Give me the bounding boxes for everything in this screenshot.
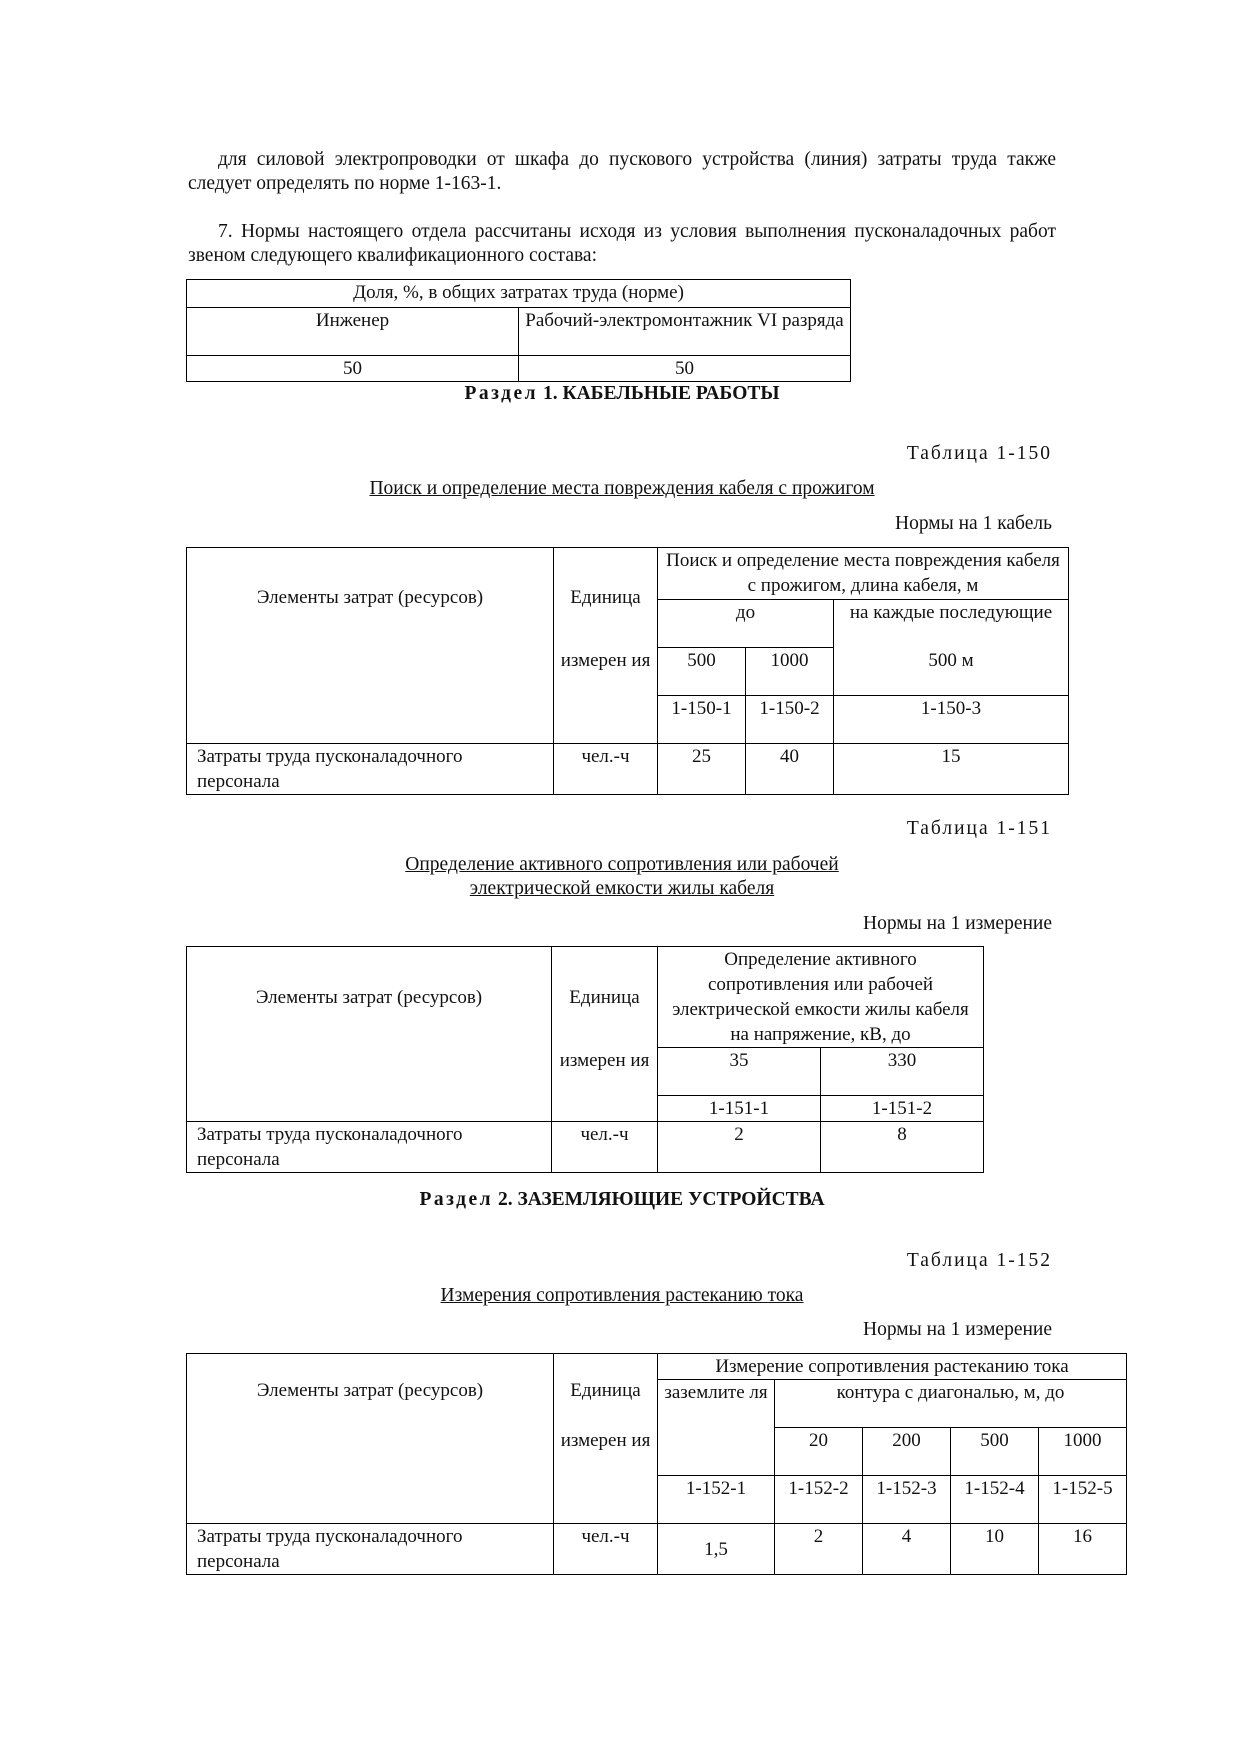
table-152-number: Таблица 1-152	[906, 1250, 1052, 1271]
table-152-row-label: Затраты труда пусконаладочного персонала	[187, 1524, 554, 1575]
table-150-elements-blank-2	[187, 696, 554, 744]
table-152-value-5: 16	[1039, 1524, 1127, 1575]
table-152-code-5: 1-152-5	[1039, 1476, 1127, 1524]
table-152-col-500: 500	[951, 1428, 1039, 1476]
table-151-code-2: 1-151-2	[821, 1096, 984, 1122]
section-1-title: 1. КАБЕЛЬНЫЕ РАБОТЫ	[542, 383, 780, 404]
qualification-col-engineer: Инженер	[187, 308, 519, 356]
table-150-each-header: на каждые последующие	[834, 600, 1069, 648]
table-151-value-2: 8	[821, 1122, 984, 1173]
table-151-value-1: 2	[658, 1122, 821, 1173]
section-2-prefix: Раздел	[419, 1189, 494, 1210]
table-150-do-header: до	[658, 600, 834, 648]
table-152-value-4: 10	[951, 1524, 1039, 1575]
table-151-elements-header: Элементы затрат (ресурсов)	[187, 947, 552, 1048]
table-152-col-200: 200	[863, 1428, 951, 1476]
table-151-norms: Нормы на 1 измерение	[863, 913, 1052, 934]
table-150-code-3: 1-150-3	[834, 696, 1069, 744]
table-150-title: Поиск и определение места повреждения кабеля с прожигом	[369, 478, 875, 499]
table-150-group-header: Поиск и определение места повреждения кабеля с прожигом, длина кабеля, м	[658, 548, 1069, 600]
table-151-row-unit: чел.-ч	[552, 1122, 658, 1173]
table-150-unit-blank	[554, 696, 658, 744]
intro-paragraph-2: 7. Нормы настоящего отдела рассчитаны исходя из условия выполнения пусконаладочных работ звеном следующего квалификационного состава:	[188, 221, 1056, 267]
table-150-elements-header: Элементы затрат (ресурсов)	[187, 548, 554, 648]
table-152-value-3: 4	[863, 1524, 951, 1575]
table-150-each-value: 500 м	[834, 648, 1069, 696]
qualification-header: Доля, %, в общих затратах труда (норме)	[187, 280, 851, 308]
table-150-value-3: 15	[834, 744, 1069, 795]
section-1-prefix: Раздел	[464, 383, 539, 404]
table-151-title-line-1: Определение активного сопротивления или рабочей	[405, 854, 839, 875]
table-150-number: Таблица 1-150	[906, 443, 1052, 464]
table-152-value-2: 2	[775, 1524, 863, 1575]
table-152-unit-header: Единица	[554, 1354, 658, 1428]
table-150-col-1000: 1000	[746, 648, 834, 696]
table-150-row-label: Затраты труда пусконаладочного персонала	[187, 744, 554, 795]
table-152-col-20: 20	[775, 1428, 863, 1476]
qualification-value-worker: 50	[519, 356, 851, 382]
table-152-elements-blank	[187, 1428, 554, 1476]
table-150-row-unit: чел.-ч	[554, 744, 658, 795]
table-152-title: Измерения сопротивления растеканию тока	[440, 1285, 804, 1306]
table-150-unit-header: Единица	[554, 548, 658, 648]
table-150-elements-blank	[187, 648, 554, 696]
table-152-code-3: 1-152-3	[863, 1476, 951, 1524]
table-150-col-500: 500	[658, 648, 746, 696]
table-151	[186, 946, 984, 1173]
table-150-code-2: 1-150-2	[746, 696, 834, 744]
table-150-value-2: 40	[746, 744, 834, 795]
table-150	[186, 547, 1069, 795]
table-151-title-line-2: электрической емкости жилы кабеля	[469, 878, 775, 899]
table-152-code-1: 1-152-1	[658, 1476, 775, 1524]
table-151-col-35: 35	[658, 1048, 821, 1096]
table-152-elements-header: Элементы затрат (ресурсов)	[187, 1354, 554, 1428]
table-151-elements-blank	[187, 1048, 552, 1096]
table-152-unit-blank	[554, 1476, 658, 1524]
intro-paragraph-1: для силовой электропроводки от шкафа до пускового устройства (линия) затраты труда также следует определять по норме 1-163-1.	[188, 149, 1056, 195]
table-150-value-1: 25	[658, 744, 746, 795]
table-152-code-2: 1-152-2	[775, 1476, 863, 1524]
table-150-norms: Нормы на 1 кабель	[895, 513, 1052, 534]
table-151-col-330: 330	[821, 1048, 984, 1096]
table-152-value-1: 1,5	[658, 1524, 775, 1575]
table-152-col-1000: 1000	[1039, 1428, 1127, 1476]
table-152-code-4: 1-152-4	[951, 1476, 1039, 1524]
qualification-col-worker: Рабочий-электромонтажник VI разряда	[519, 308, 851, 356]
table-152-row-unit: чел.-ч	[554, 1524, 658, 1575]
qualification-table	[186, 279, 851, 382]
table-151-unit-header: Единица	[552, 947, 658, 1048]
section-2-title: 2. ЗАЗЕМЛЯЮЩИЕ УСТРОЙСТВА	[497, 1189, 825, 1210]
table-151-code-1: 1-151-1	[658, 1096, 821, 1122]
table-151-unit-header-2: измерен ия	[552, 1048, 658, 1096]
table-152-grounder-header: заземлите ля	[658, 1380, 775, 1476]
table-150-unit-header-2: измерен ия	[554, 648, 658, 696]
table-152-unit-header-2: измерен ия	[554, 1428, 658, 1476]
table-152	[186, 1353, 1127, 1575]
section-1-heading	[188, 382, 1056, 406]
table-150-code-1: 1-150-1	[658, 696, 746, 744]
table-152-group-header: Измерение сопротивления растеканию тока	[658, 1354, 1127, 1380]
table-151-group-header: Определение активного сопротивления или рабочей электрической емкости жилы кабеля на напряжение, кВ, до	[658, 947, 984, 1048]
table-151-row-label: Затраты труда пусконаладочного персонала	[187, 1122, 552, 1173]
qualification-value-engineer: 50	[187, 356, 519, 382]
table-152-contour-header: контура с диагональю, м, до	[775, 1380, 1127, 1428]
section-2-heading	[188, 1188, 1056, 1212]
table-151-unit-blank	[552, 1096, 658, 1122]
table-152-norms: Нормы на 1 измерение	[863, 1319, 1052, 1340]
table-151-elements-blank-2	[187, 1096, 552, 1122]
table-151-number: Таблица 1-151	[906, 818, 1052, 839]
table-152-elements-blank-2	[187, 1476, 554, 1524]
